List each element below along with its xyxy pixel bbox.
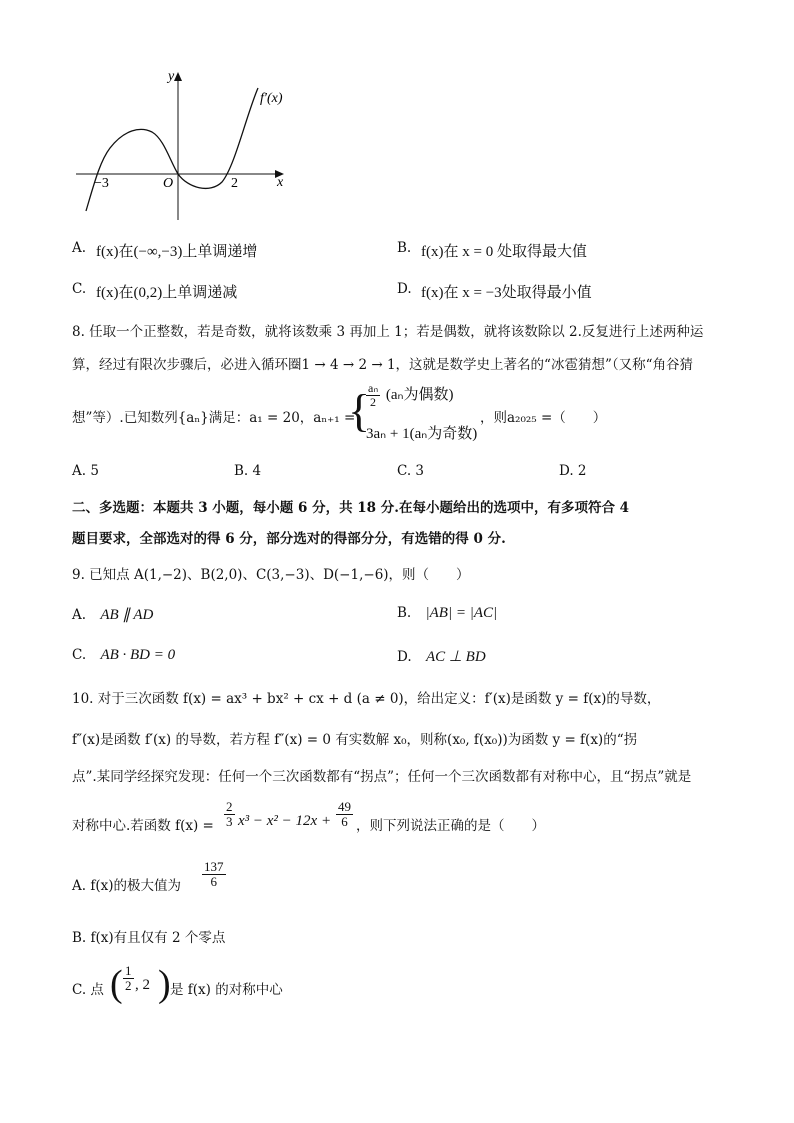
q9-option-b[interactable] [397,605,497,622]
q9-option-b-label: B. [397,605,412,621]
q10-frac1-num: 2 [226,799,233,814]
y-axis-label: y [168,69,175,84]
q10-option-c-frac [123,964,134,994]
q8-option-d[interactable]: D. 2 [559,463,587,479]
q9-option-a[interactable] [72,605,153,624]
curve-label: f′(x) [260,91,283,106]
q8-case1-cond: (aₙ为偶数) [385,387,454,404]
q9-option-a-label: A. [72,607,87,623]
q10-option-a-pre: A. f(x)的极大值为 [72,878,181,894]
q7-option-b-label: B. [397,240,412,256]
q10-option-a-frac [202,860,226,890]
q10-line4-pre: 对称中心.若函数 f(x) = [72,818,214,834]
q9-option-d-text: AC ⊥ BD [425,649,486,665]
q10-frac-49-6 [336,800,353,830]
q7-option-b-text: f(x)在 x = 0 处取得最大值 [421,244,587,260]
y-axis-arrow-icon [174,72,182,81]
q7-option-a-text: f(x)在(−∞,−3)上单调递增 [96,244,258,260]
q7-option-d-label: D. [397,281,412,297]
section2-heading-line1: 二、多选题：本题共 3 小题，每小题 6 分，共 18 分.在每小题给出的选项中，有多项符合 4 [72,500,630,516]
q10-option-c-num: 1 [125,963,132,978]
q8-piecewise-brace: { [348,385,371,436]
q9-option-a-text: AB ∥ AD [100,607,154,623]
q10-line1: 10. 对于三次函数 f(x) = ax³ + bx² + cx + d (a ≠ 0)，给出定义：f′(x)是函数 y = f(x)的导数， [72,691,661,707]
q8-case2: 3aₙ + 1(aₙ为奇数) [366,426,478,442]
derivative-curve [86,88,258,211]
q8-option-b[interactable]: B. 4 [234,463,262,479]
q10-option-b[interactable]: B. f(x)有且仅有 2 个零点 [72,930,226,946]
x-axis-label: x [277,175,284,190]
q7-option-b[interactable] [397,240,587,261]
q7-option-c-text: f(x)在(0,2)上单调递减 [96,285,238,301]
q8-case1 [364,382,453,409]
q10-frac2-den: 6 [341,814,348,830]
q8-line3-post: ，则a₂₀₂₅ =（ ） [480,410,607,426]
tick-label-neg3: −3 [94,176,109,191]
q10-option-c-pre: C. 点 [72,982,104,998]
q8-option-c[interactable]: C. 3 [397,463,425,479]
q9-option-b-text: |AB| = |AC| [425,605,498,621]
q10-frac-two-thirds [224,800,235,830]
q8-line1: 8. 任取一个正整数，若是奇数，就将该数乘 3 再加上 1；若是偶数，就将该数除以 2.反复进行上述两种运 [72,324,704,340]
q10-line2: f″(x)是函数 f′(x) 的导数，若方程 f″(x) = 0 有实数解 x₀，则称(x₀, f(x₀))为函数 y = f(x)的“拐 [72,732,638,748]
derivative-graph [70,66,300,226]
q7-option-d[interactable] [397,281,592,302]
q10-option-c-post: , 2 [135,977,150,993]
q7-option-a-label: A. [72,240,87,256]
q9-option-c-text: AB · BD = 0 [100,647,176,663]
q8-line3-pre: 想”等）.已知数列{aₙ}满足：a₁ = 20，aₙ₊₁ = [72,410,356,426]
q10-line4-post: ，则下列说法正确的是（ ） [356,818,545,834]
q10-option-c-den: 2 [125,978,132,994]
q7-option-c[interactable] [72,281,237,302]
section2-heading-line2: 题目要求，全部选对的得 6 分，部分选对的得部分分，有选错的得 0 分. [72,531,506,547]
q7-option-c-label: C. [72,281,87,297]
q10-frac1-den: 3 [226,814,233,830]
q10-option-c-lparen: ( [110,963,123,1005]
q9-option-d[interactable] [397,647,486,666]
q9-stem: 9. 已知点 A(1,−2)、B(2,0)、C(3,−3)、D(−1,−6)，则（ ） [72,567,470,583]
q10-option-c-rparen: ) [158,963,171,1005]
q8-case1-num: aₙ [368,381,379,395]
q10-line3: 点”.某同学经探究发现：任何一个三次函数都有“拐点”；任何一个三次函数都有对称中心，且“拐点”就是 [72,769,692,785]
q8-case1-den: 2 [370,395,377,410]
q9-option-c[interactable] [72,647,175,664]
q9-option-d-label: D. [397,649,412,665]
origin-label: O [163,176,174,191]
q10-option-c-tail: 是 f(x) 的对称中心 [170,982,283,998]
q8-line2: 算，经过有限次步骤后，必进入循环圈1 → 4 → 2 → 1，这就是数学史上著名的“冰雹猜想”（又称“角谷猜 [72,357,693,373]
q8-option-a[interactable]: A. 5 [72,463,99,479]
q10-option-a-num: 137 [204,859,224,874]
q7-option-d-text: f(x)在 x = −3处取得最小值 [421,285,592,301]
q7-option-a[interactable] [72,240,257,261]
q10-option-a-den: 6 [210,874,217,890]
q9-option-c-label: C. [72,647,87,663]
tick-label-2: 2 [231,176,238,191]
q10-frac2-num: 49 [338,799,351,814]
q10-line4-mid: x³ − x² − 12x + [238,813,332,829]
